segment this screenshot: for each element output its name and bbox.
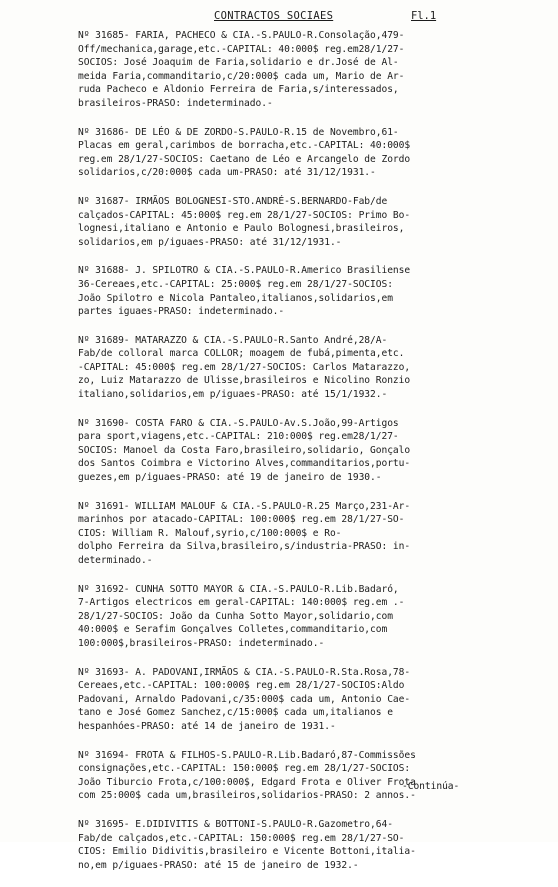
entry-text-line: meida Faria,commanditario,c/20:000$ cada um, Mario de Ar- — [78, 70, 405, 82]
entry-text-line: Nº 31693- A. PADOVANI,IRMÃOS & CIA.-S.PAULO-R.Sta.Rosa,78- — [78, 666, 411, 678]
entry-text-line: 7-Artigos electricos em geral-CAPITAL: 140:000$ reg.em .- — [78, 597, 405, 609]
entry-text-line: guezes,em p/iguaes-PRASO: até 19 de janeiro de 1930.- — [78, 472, 382, 484]
contract-entry — [78, 264, 538, 318]
entry-text-line: Nº 31691- WILLIAM MALOUF & CIA.-S.PAULO-R.25 Março,231-Ar- — [78, 500, 411, 512]
entry-text-line: 28/1/27-SOCIOS: João da Cunha Sotto Mayor,solidario,com — [78, 610, 393, 622]
entry-text-line: Padovani, Arnaldo Padovani,c/35:000$ cada um, Antonio Cae- — [78, 693, 411, 705]
entry-text-line: João Tiburcio Frota,c/100:000$, Edgard Frota e Oliver Frota — [78, 776, 416, 788]
entry-text-line: para sport,viagens,etc.-CAPITAL: 210:000$ reg.em28/1/27- — [78, 431, 399, 443]
entry-text-line: reg.em 28/1/27-SOCIOS: Caetano de Léo e Arcangelo de Zordo — [78, 153, 411, 165]
entry-text-line: consignações,etc.-CAPITAL: 150:000$ reg.em 28/1/27-SOCIOS: — [78, 763, 411, 775]
entry-text-line: Nº 31688- J. SPILOTRO & CIA.-S.PAULO-R.Americo Brasiliense — [78, 265, 411, 277]
entry-text-line: partes iguaes-PRASO: indeterminado.- — [78, 306, 285, 318]
entry-text-line: Placas em geral,carimbos de borracha,etc.-CAPITAL: 40:000$ — [78, 140, 411, 152]
contract-entry — [78, 583, 538, 651]
entry-text-line: Nº 31690- COSTA FARO & CIA.-S.PAULO-Av.S.João,99-Artigos — [78, 417, 399, 429]
entry-text-line: Fab/de calçados,etc.-CAPITAL: 150:000$ reg.em 28/1/27-SO- — [78, 832, 405, 844]
contract-entry — [78, 500, 538, 568]
contract-entry — [78, 29, 538, 111]
entry-text-line: 40:000$ e Serafim Gonçalves Colletes,commanditario,com — [78, 624, 388, 636]
entry-text-line: Nº 31686- DE LÉO & DE ZORDO-S.PAULO-R.15 de Novembro,61- — [78, 126, 399, 138]
contract-entry — [78, 126, 538, 180]
folio-number: Fl.1 — [411, 10, 437, 22]
entry-text-line: SOCIOS: José Joaquim de Faria,solidario e dr.José de Al- — [78, 57, 399, 69]
continues-note: -Continúa- — [402, 781, 460, 792]
contract-entry — [78, 334, 538, 402]
entry-text-line: calçados-CAPITAL: 45:000$ reg.em 28/1/27-SOCIOS: Primo Bo- — [78, 209, 411, 221]
entry-text-line: Nº 31689- MATARAZZO & CIA.-S.PAULO-R.Santo André,28/A- — [78, 334, 388, 346]
entry-text-line: Nº 31685- FARIA, PACHECO & CIA.-S.PAULO-R.Consolação,479- — [78, 30, 405, 41]
entry-text-line: com 25:000$ cada um,brasileiros,solidarios-PRASO: 2 annos.- — [78, 790, 416, 802]
entry-text-line: SOCIOS: Manoel da Costa Faro,brasileiro,solidario, Gonçalo — [78, 444, 411, 456]
entry-text-line: solidarios,em p/iguaes-PRASO: até 31/12/1931.- — [78, 236, 342, 248]
entry-text-line: Nº 31694- FROTA & FILHOS-S.PAULO-R.Lib.Badaró,87-Commissões — [78, 749, 416, 761]
entry-text-line: dos Santos Coimbra e Victorino Alves,commanditarios,portu- — [78, 458, 411, 470]
entry-text-line: CIOS: William R. Malouf,syrio,c/100:000$ e Ro- — [78, 527, 342, 539]
entry-text-line: 36-Cereaes,etc.-CAPITAL: 25:000$ reg.em 28/1/27-SOCIOS: — [78, 278, 393, 290]
entry-text-line: marinhos por atacado-CAPITAL: 100:000$ reg.em 28/1/27-SO- — [78, 514, 405, 526]
entry-text-line: tano e José Gomez Sanchez,c/15:000$ cada um,italianos e — [78, 707, 393, 719]
contract-entry — [78, 749, 538, 803]
entry-text-line: no,em p/iguaes-PRASO: até 15 de janeiro de 1932.- — [78, 859, 359, 871]
entry-text-line: Fab/de colloral marca COLLOR; moagem de fubá,pimenta,etc. — [78, 348, 405, 360]
entry-text-line: Nº 31692- CUNHA SOTTO MAYOR & CIA.-S.PAULO-R.Lib.Badaró, — [78, 583, 399, 595]
entry-text-line: determinado.- — [78, 555, 153, 566]
page-title: CONTRACTOS SOCIAES — [214, 10, 334, 22]
contract-entries-list — [78, 29, 538, 887]
entry-text-line: Nº 31687- IRMÃOS BOLOGNESI-STO.ANDRÉ-S.BERNARDO-Fab/de — [78, 195, 388, 207]
entry-text-line: lognesi,italiano e Antonio e Paulo Bolognesi,brasileiros, — [78, 223, 405, 235]
entry-text-line: italiano,solidarios,em p/iguaes-PRASO: até 15/1/1932.- — [78, 389, 388, 401]
entry-text-line: 100:000$,brasileiros-PRASO: indeterminado.- — [78, 637, 325, 649]
entry-text-line: brasileiros-PRASO: indeterminado.- — [78, 97, 273, 109]
entry-text-line: Nº 31695- E.DIDIVITIS & BOTTONI-S.PAULO-R.Gazometro,64- — [78, 818, 393, 830]
entry-text-line: zo, Luiz Matarazzo de Ulisse,brasileiros e Nicolino Ronzio — [78, 375, 411, 387]
contract-entry — [78, 666, 538, 734]
entry-text-line: ruda Pacheco e Aldonio Ferreira de Faria,s/interessados, — [78, 84, 399, 96]
entry-text-line: dolpho Ferreira da Silva,brasileiro,s/industria-PRASO: in- — [78, 541, 411, 553]
contract-entry — [78, 195, 538, 249]
entry-text-line: João Spilotro e Nicola Pantaleo,italianos,solidarios,em — [78, 292, 393, 304]
entry-text-line: hespanhóes-PRASO: até 14 de janeiro de 1931.- — [78, 720, 336, 732]
entry-text-line: Off/mechanica,garage,etc.-CAPITAL: 40:000$ reg.em28/1/27- — [78, 43, 405, 55]
entry-text-line: CIOS: Emilio Didivitis,brasileiro e Vicente Bottoni,italia- — [78, 846, 416, 858]
entry-text-line: Cereaes,etc.-CAPITAL: 100:000$ reg.em 28/1/27-SOCIOS:Aldo — [78, 680, 405, 692]
entry-text-line: -CAPITAL: 45:000$ reg.em 28/1/27-SOCIOS: Carlos Matarazzo, — [78, 361, 411, 373]
contract-entry — [78, 417, 538, 485]
entry-text-line: solidarios,c/20:000$ cada um-PRASO: até 31/12/1931.- — [78, 167, 376, 179]
contract-entry — [78, 818, 538, 872]
